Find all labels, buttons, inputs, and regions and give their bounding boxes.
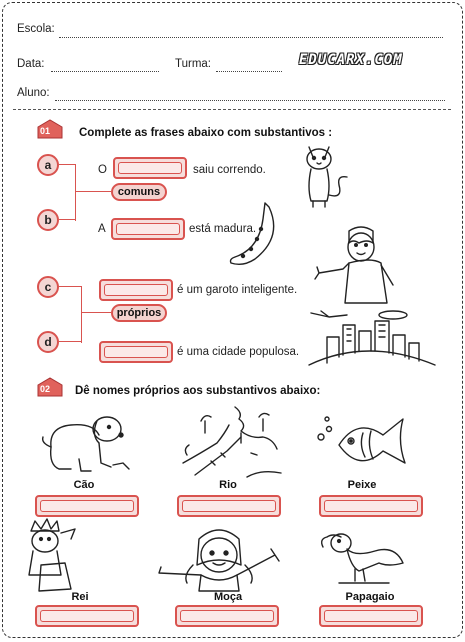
connector-c: [59, 286, 81, 287]
connector-d: [59, 341, 81, 342]
letter-b-badge: b: [37, 209, 59, 231]
answer-box-papagaio[interactable]: [319, 605, 423, 627]
dog-icon: [41, 407, 135, 477]
answer-box-cao[interactable]: [35, 495, 139, 517]
label-moca: Moça: [213, 591, 243, 603]
answer-box-peixe[interactable]: [319, 495, 423, 517]
escola-field[interactable]: [59, 37, 443, 38]
boy-icon: [315, 223, 399, 305]
label-cao: Cão: [73, 479, 95, 491]
city-icon: [307, 307, 437, 367]
bracket-cd-link: [81, 312, 111, 313]
sentence-a-suffix: saiu correndo.: [193, 164, 266, 176]
answer-box-b[interactable]: [111, 218, 185, 240]
letter-d-badge: d: [37, 331, 59, 353]
section2-title: Dê nomes próprios aos substantivos abaixo:: [75, 385, 321, 397]
bracket-cd: [81, 286, 82, 343]
sentence-b-suffix: está madura.: [189, 223, 257, 235]
turma-field[interactable]: [216, 71, 282, 72]
label-papagaio: Papagaio: [345, 591, 395, 603]
label-rei: Rei: [71, 591, 89, 603]
answer-box-rei[interactable]: [35, 605, 139, 627]
bracket-ab: [75, 164, 76, 221]
data-label: Data:: [17, 58, 45, 70]
letter-a-badge: a: [37, 154, 59, 176]
river-icon: [181, 403, 285, 479]
answer-box-moca[interactable]: [175, 605, 279, 627]
sentence-d-suffix: é uma cidade populosa.: [177, 346, 300, 358]
section2-number: 02: [40, 384, 51, 394]
aluno-label: Aluno:: [17, 87, 50, 99]
answer-box-d[interactable]: [99, 341, 173, 363]
educarx-logo: EDUCARX.COM: [299, 52, 403, 68]
banana-icon: [225, 199, 287, 271]
bracket-ab-link: [75, 191, 111, 192]
connector-b: [59, 219, 75, 220]
connector-a: [59, 164, 75, 165]
answer-box-c[interactable]: [99, 279, 173, 301]
section1-title: Complete as frases abaixo com substantivos :: [79, 127, 333, 139]
label-peixe: Peixe: [347, 479, 377, 491]
header-divider: [13, 109, 451, 110]
aluno-field[interactable]: [55, 100, 445, 101]
letter-c-badge: c: [37, 276, 59, 298]
tag-comuns: comuns: [111, 183, 167, 201]
sentence-b-prefix: A: [98, 223, 106, 235]
tag-proprios: próprios: [111, 304, 167, 322]
data-field[interactable]: [51, 71, 159, 72]
answer-box-a[interactable]: [113, 157, 187, 179]
cat-icon: [291, 141, 361, 211]
sentence-a-prefix: O: [98, 164, 107, 176]
parrot-icon: [319, 523, 409, 589]
section1-number: 01: [40, 126, 51, 136]
king-icon: [21, 519, 83, 593]
girl-icon: [153, 525, 285, 591]
escola-label: Escola:: [17, 23, 55, 35]
worksheet: [2, 2, 463, 638]
answer-box-rio[interactable]: [177, 495, 281, 517]
fish-icon: [317, 411, 413, 475]
sentence-c-suffix: é um garoto inteligente.: [177, 284, 298, 296]
turma-label: Turma:: [175, 58, 211, 70]
label-rio: Rio: [219, 479, 237, 491]
